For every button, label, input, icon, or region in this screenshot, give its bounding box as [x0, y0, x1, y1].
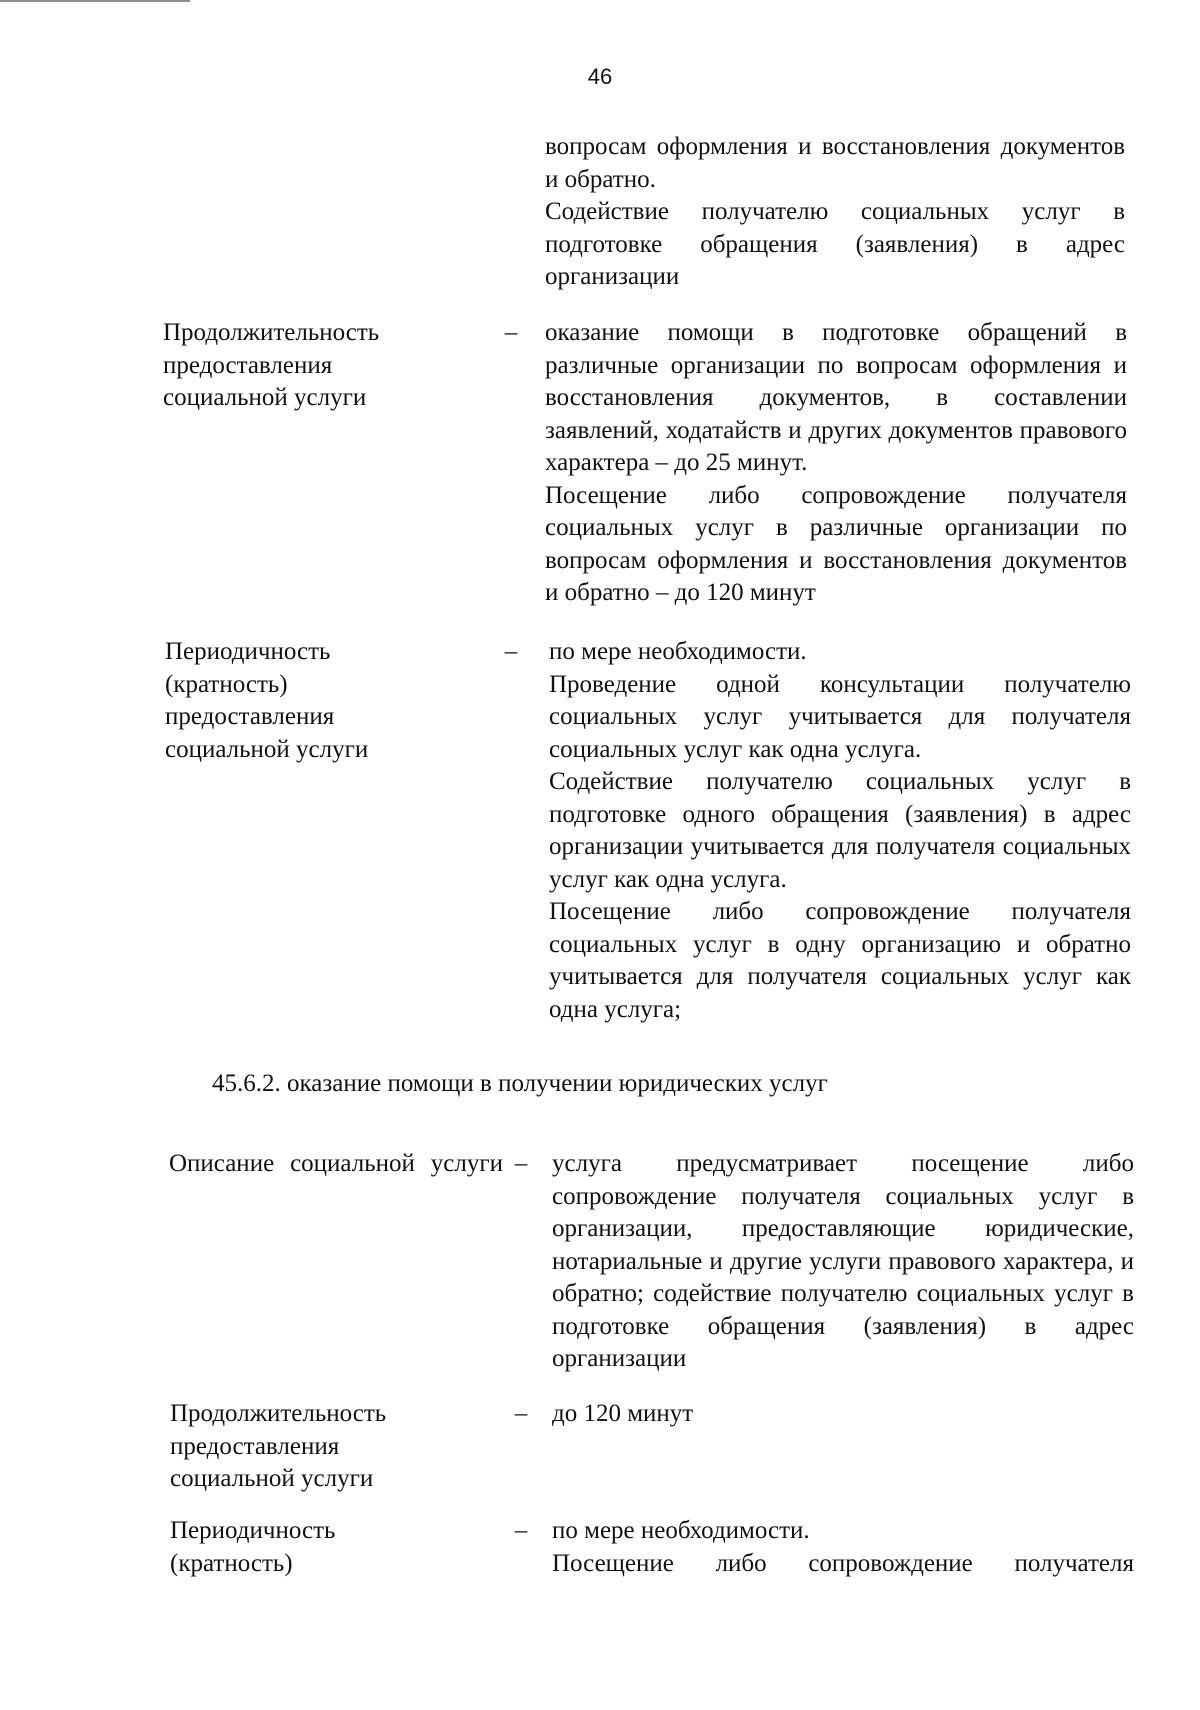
periodicity-label: Периодичность (кратность) предоставления социальной услуги [165, 638, 369, 763]
dash: – [514, 1400, 528, 1427]
periodicity-paragraph-2: Посещение либо сопровождение получателя [552, 1549, 1134, 1577]
periodicity-paragraph: по мере необходимости. [549, 638, 807, 665]
periodicity-paragraph: Проведение одной консультации получателю социальных услуг учитывается для получателя социальных услуг как одна услуга. [549, 670, 1131, 763]
duration-value [545, 317, 1127, 610]
dash: – [504, 319, 518, 346]
section-heading: 45.6.2. оказание помощи в получении юридических услуг [212, 1070, 828, 1097]
description-label: Описание социальной услуги [169, 1150, 503, 1177]
description-value [552, 1148, 1134, 1376]
duration-paragraph: Посещение либо сопровождение получателя социальных услуг в различные организации по вопросам оформления и восстановления документов и обратно – до 120 минут [545, 481, 1127, 606]
duration-paragraph: оказание помощи в подготовке обращений в различные организации по вопросам оформления и восстановления документов, в составлении заявлений, ходатайств и других документов правового характера – до 25 минут. [545, 319, 1127, 476]
continuation-paragraph: Содействие получателю социальных услуг в подготовке обращения (заявления) в адрес организации [545, 198, 1125, 290]
periodicity-label-2: Периодичность (кратность) [170, 1517, 336, 1577]
page-number: 46 [587, 64, 613, 89]
duration-value-2 [552, 1398, 1134, 1431]
scan-edge-line [0, 0, 190, 2]
description-paragraph: услуга предусматривает посещение либо сопровождение получателя социальных услуг в организации, предоставляющие юридические, нотариальные и другие услуги правового характера, и обратно; содействие получателю социальных услуг в подготовке обращения (заявления) в адрес организации [552, 1150, 1134, 1372]
periodicity-value-2 [552, 1515, 1134, 1580]
duration-paragraph-2: до 120 минут [552, 1400, 694, 1427]
continuation-text [545, 131, 1125, 294]
duration-label-2: Продолжительность предоставления социальной услуги [170, 1400, 387, 1492]
dash: – [504, 638, 518, 665]
periodicity-paragraph: Посещение либо сопровождение получателя социальных услуг в одну организацию и обратно учитывается для получателя социальных услуг как одна услуга; [549, 898, 1131, 1023]
duration-label: Продолжительность предоставления социальной услуги [163, 319, 380, 411]
periodicity-paragraph: Содействие получателю социальных услуг в подготовке одного обращения (заявления) в адрес организации учитывается для получателя социальных услуг как одна услуга. [549, 768, 1131, 893]
dash: – [514, 1517, 528, 1544]
dash: – [514, 1150, 528, 1177]
periodicity-paragraph-2: по мере необходимости. [552, 1517, 810, 1544]
periodicity-value [549, 636, 1131, 1026]
continuation-paragraph: вопросам оформления и восстановления документов и обратно. [545, 133, 1125, 193]
